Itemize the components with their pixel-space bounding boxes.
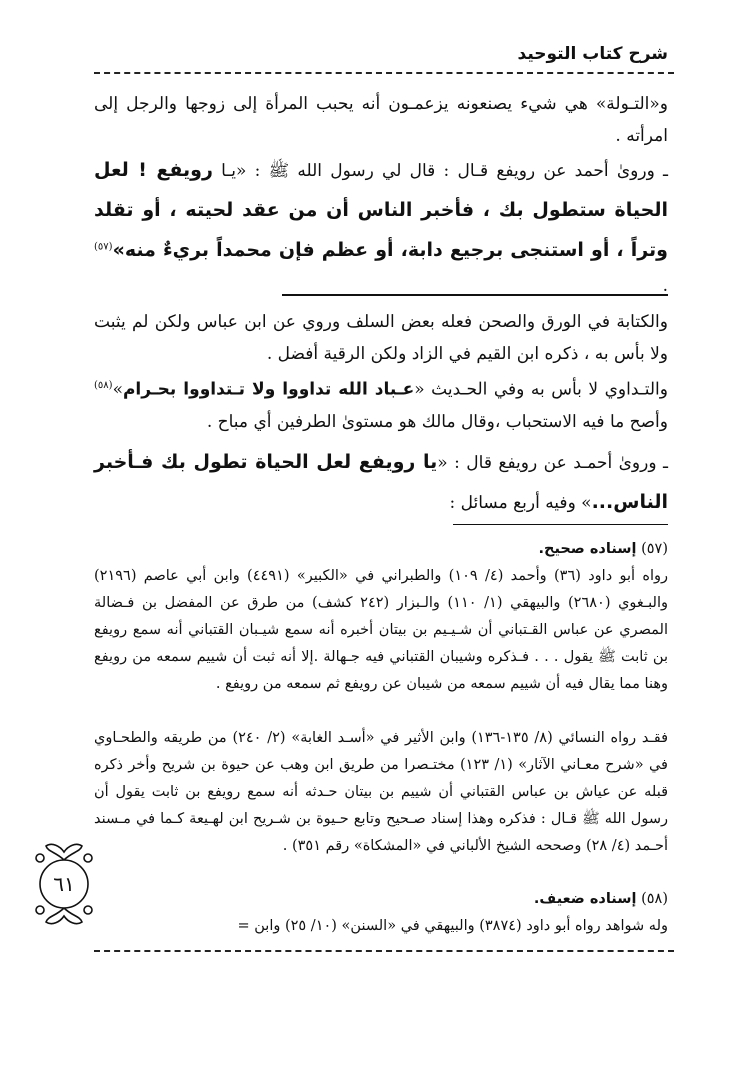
main-paragraph-1: و«التـولة» هي شيء يصنعونه يزعمـون أنه يحبب المرأة إلى زوجها والرجل إلى امرأته . xyxy=(94,94,668,146)
hadith-text: رويفع ! لعل الحياة ستطول بك ، فأخبر الناس أن من عقد لحيته ، أو تقلد وتراً ، أو استنجى برجيع دابة، أو عظم فإن محمداً بريءٌ منه» xyxy=(94,159,668,261)
running-header: شرح كتاب التوحيد xyxy=(517,44,668,64)
header-rule xyxy=(94,72,674,74)
page-number: ٦١ xyxy=(53,872,75,896)
footnote-57-body-2: فقـد رواه النسائي (٨/ ١٣٥-١٣٦) وابن الأثير في «أسـد الغابة» (٢/ ٢٤٠) من طريقه والطحـاوي في «شرح معـاني الآثار» (١/ ١٢٣) مختـصرا من طريق ابن وهب عن حيوة بن شريح وأخر ذكره قبله عن عياش بن عباس القتباني أن شييم بن بيتان حـدثه أنه سمع رويفع بن ثابت يقول أن رسول الله ﷺ قـال : فذكره وهذا إسناد صـحيح وتابع حـيوة بن شـريح ابن لهـيعة كـما في مـسند أحـمد (٤/ ٢٨) وصححه الشيخ الألباني في «المشكاة» رقم ٣٥١) . xyxy=(94,730,669,854)
footnote-divider xyxy=(453,524,668,525)
hadith-end: . xyxy=(662,276,668,296)
footnote-ref-58: (٥٨) xyxy=(94,380,113,391)
footnote-58-title: إسناده ضعيف. xyxy=(533,891,637,907)
commentary-2 xyxy=(94,370,668,438)
footnote-58-body: وله شواهد رواه أبو داود (٣٨٧٤) والبيهقي في «السنن» (١٠/ ٢٥) وابن = xyxy=(237,918,668,934)
footnote-57-body: رواه أبو داود (٣٦) وأحمد (٤/ ١٠٩) والطبراني في «الكبير» (٤٤٩١) وابن أبي عاصم (٢١٩٦) والبـغوي (٢٦٨٠) والبيهقي (١/ ١١٠) والـبزار (٢٤٢ كشف) من طرق عن المفضل بن فـضالة المصري عن عباس القـتباني أن شـيـيم بن بيتان أخبره أنه سمع شيـبان القتباني أنه سمع رويفع بن ثابت ﷺ يقول . . . فـذكره وشيبان القتباني فيه جـهالة .إلا أنه ثبت أن شييم سمعه من رويفع وهنا مما يقال فيه أن شييم سمعه من شيبان عن رويفع ثم سمعه من رويفع . xyxy=(94,568,668,692)
footnote-57-title: إسناده صحيح. xyxy=(538,541,637,557)
hadith-intro: ـ ورویٰ أحمد عن رويفع قـال : قال لي رسول الله ﷺ : «يـا xyxy=(221,161,669,181)
footnote-58-heading xyxy=(120,886,668,913)
footnote-58-number: (٥٨) xyxy=(641,891,668,907)
footnote-57-number: (٥٧) xyxy=(641,541,668,557)
commentary-2-hadith: عـباد الله تداووا ولا تـتداووا بحـرام xyxy=(122,379,415,400)
commentary-2-quote-close: » xyxy=(112,379,123,400)
footnote-ref-57: (٥٧) xyxy=(94,241,113,253)
commentary-2-rest: وأصح ما فيه الاستحباب ،وقال مالك هو مستوىٰ الطرفين أي مباح . xyxy=(206,411,668,432)
commentary-3-hadith: يا رويفع لعل الحياة تطول بك فـأخبر الناس... xyxy=(94,451,668,513)
commentary-1: والكتابة في الورق والصحن فعله بعض السلف وروي عن ابن عباس ولكن لم يثبت ولا بأس به ، ذكره ابن القيم في الزاد ولكن الرقية أفضل . xyxy=(94,312,668,364)
commentary-2-text: والتـداوي لا بأس به وفي الحـديث « xyxy=(414,379,668,400)
footnote-57-heading xyxy=(94,536,668,563)
main-paragraph-2 xyxy=(94,150,668,302)
commentary-3-text: ـ ورویٰ أحمـد عن رويفع قال : « xyxy=(437,453,668,473)
commentary-3-rest: » وفيه أربع مسائل : xyxy=(449,493,592,513)
commentary-3 xyxy=(94,442,668,522)
footer-rule xyxy=(94,950,674,952)
section-divider xyxy=(282,294,668,296)
